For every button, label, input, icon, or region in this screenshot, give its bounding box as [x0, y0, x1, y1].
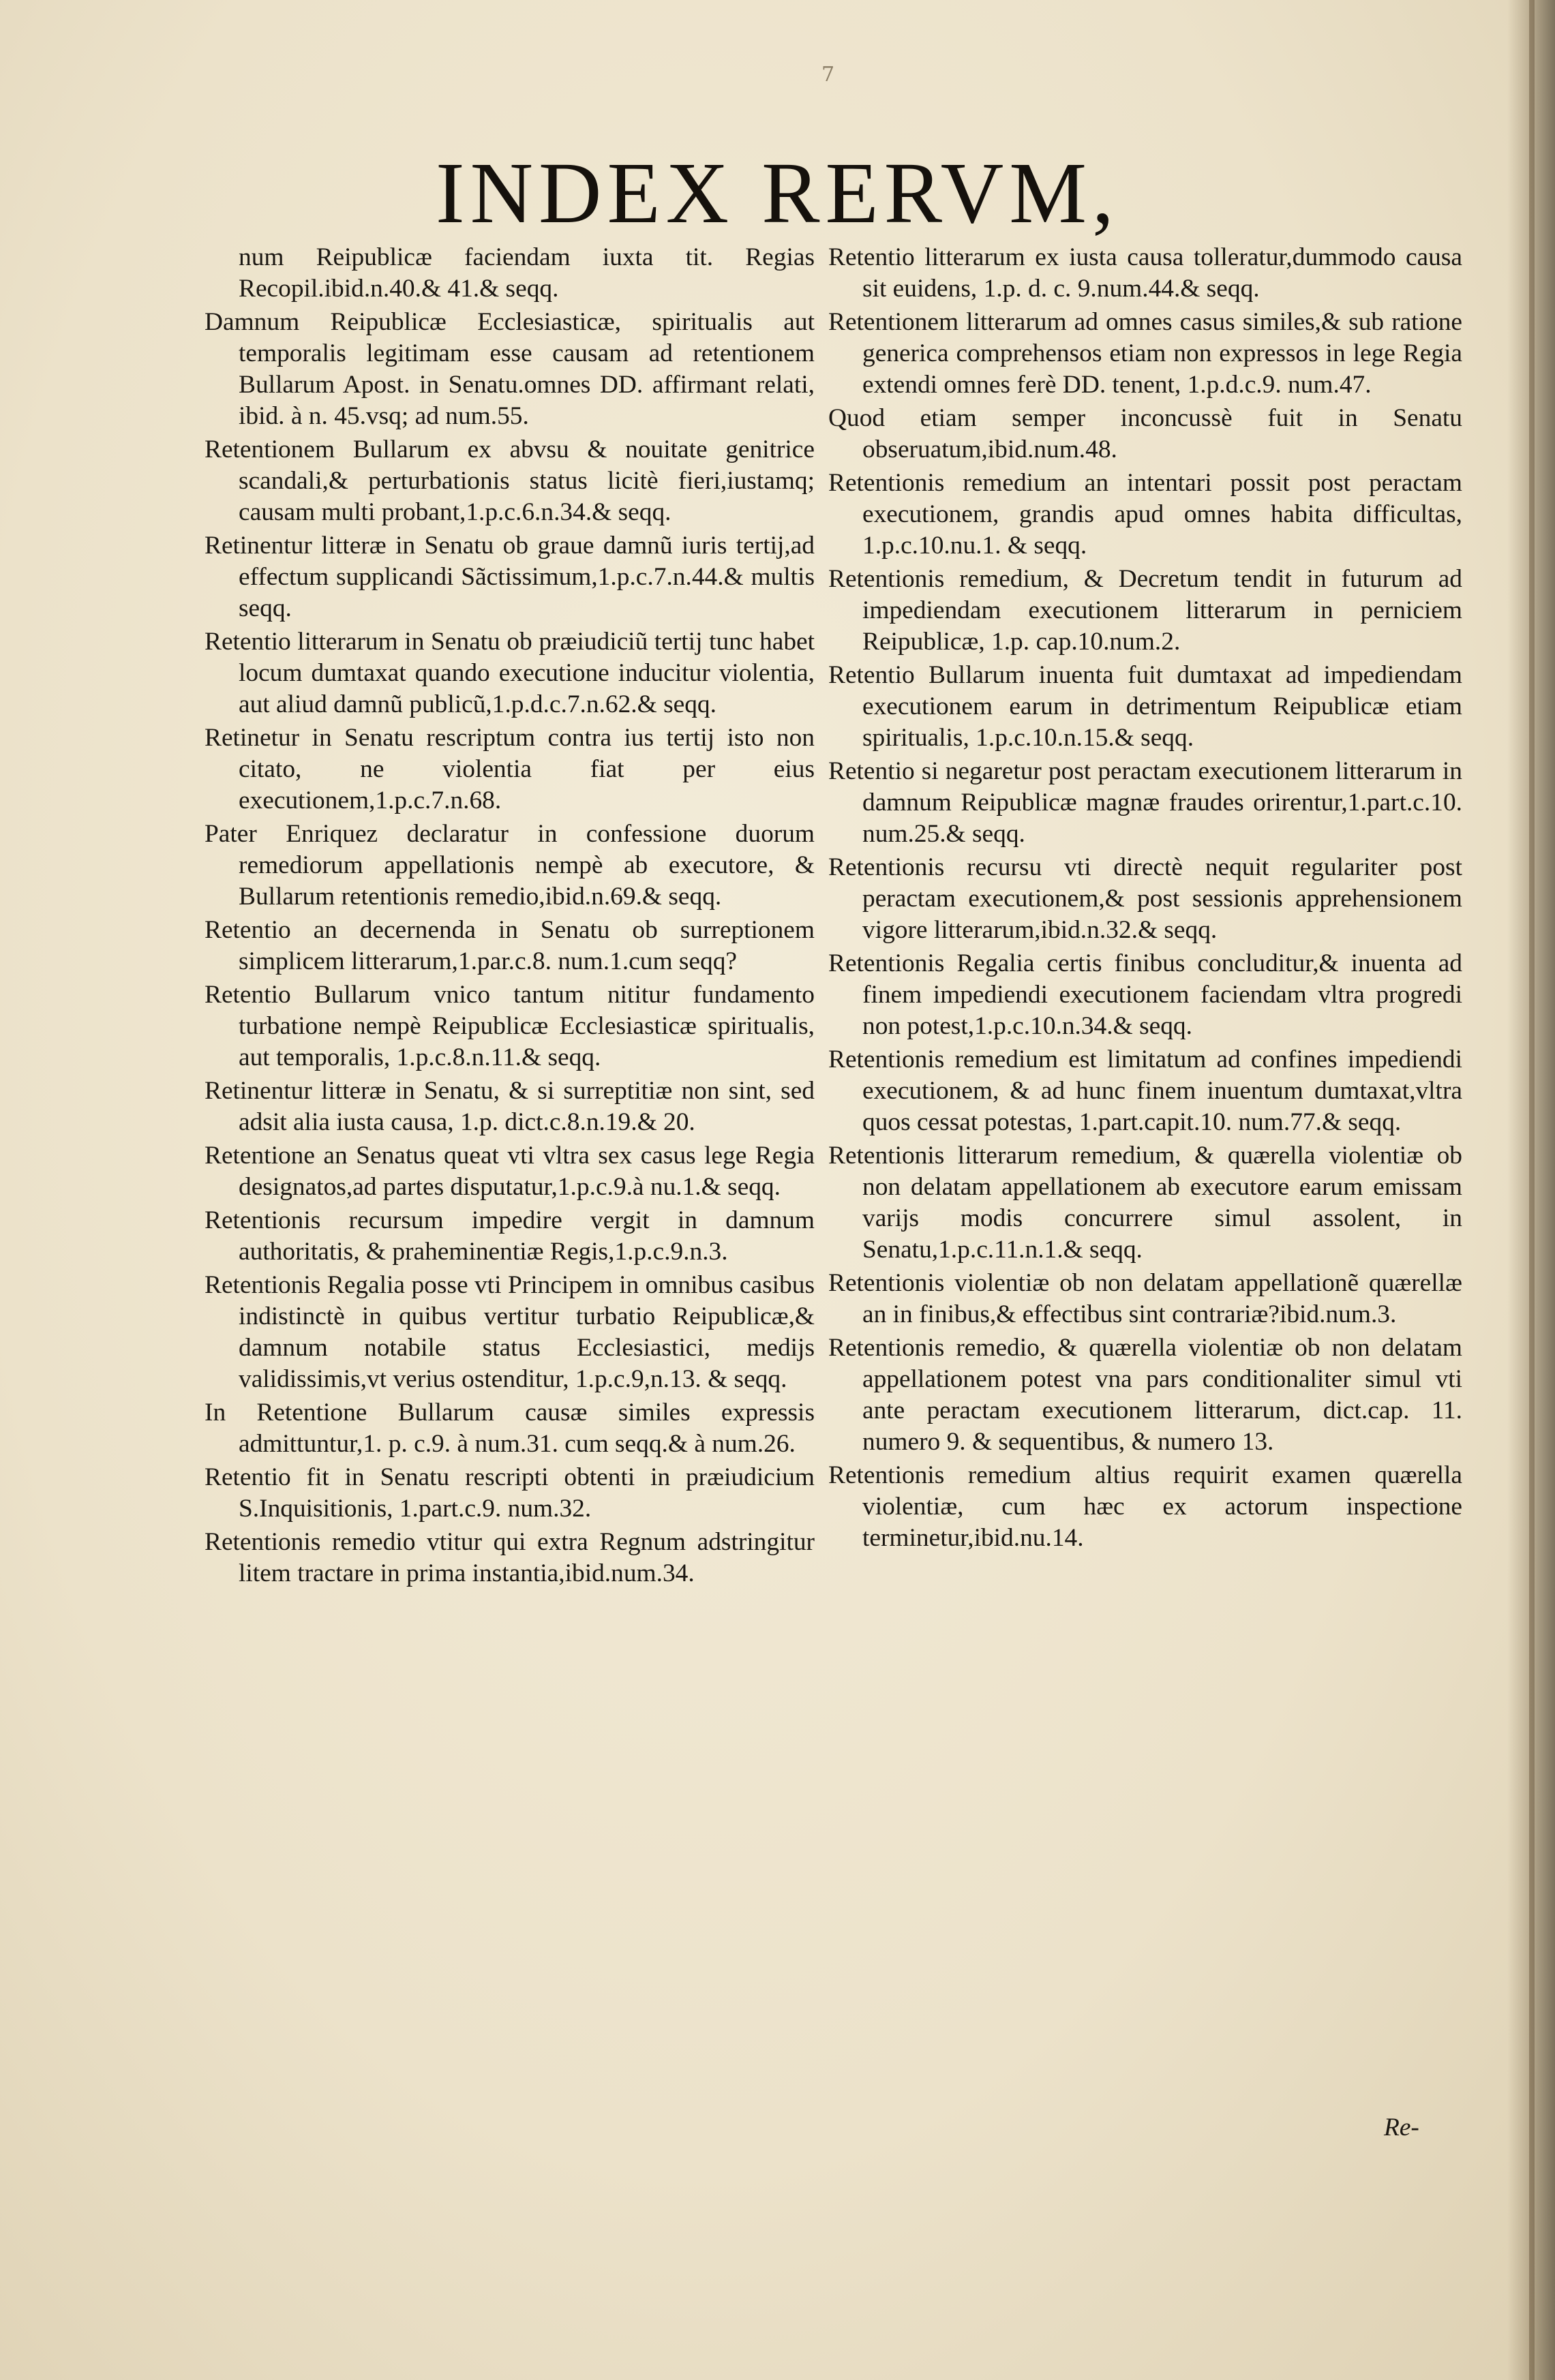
index-column-right [828, 242, 1462, 1556]
index-entry: Retentionis remedio, & quærella violentiæ ob non delatam appellationem potest vna pars conditionaliter simul vti ante peractam executionem litterarum, dict.cap. 11. numero 9. & sequentibus, & numero 13. [828, 1334, 1462, 1456]
index-entry: Pater Enriquez declaratur in confessione duorum remediorum appellationis nempè ab executore, & Bullarum retentionis remedio,ibid.n.69.& seqq. [205, 820, 815, 911]
index-entry: Retentionis violentiæ ob non delatam appellationẽ quærellæ an in finibus,& effectibus sint contrariæ?ibid.num.3. [828, 1269, 1462, 1328]
index-entry: Retentionem Bullarum ex abvsu & nouitate genitrice scandali,& perturbationis status licitè fieri,iustamq; causam multi probant,1.p.c.6.n.34.& seqq. [205, 436, 815, 526]
running-heading: INDEX RERVM, [435, 144, 1120, 241]
index-entry: Retentio fit in Senatu rescripti obtenti in præiudicium S.Inquisitionis, 1.part.c.9. num.32. [205, 1463, 815, 1523]
index-entry: Retentio litterarum in Senatu ob præiudiciũ tertij tunc habet locum dumtaxat quando executione inducitur violentia, aut aliud damnũ publicũ,1.p.d.c.7.n.62.& seqq. [205, 628, 815, 718]
index-column-left [205, 242, 815, 1591]
index-entry: Retentionis litterarum remedium, & quærella violentiæ ob non delatam appellationem ab executore earum emissam varijs modis concurrere simul assolent, in Senatu,1.p.c.11.n.1.& seqq. [828, 1142, 1462, 1264]
index-entry: Retentionem litterarum ad omnes casus similes,& sub ratione generica comprehensos etiam non expressos in lege Regia extendi omnes ferè DD. tenent, 1.p.d.c.9. num.47. [828, 308, 1462, 399]
index-entry: Retentionis recursu vti directè nequit regulariter post peractam executionem,& post sessionis apprehensionem vigore litterarum,ibid.n.32.& seqq. [828, 853, 1462, 944]
index-entry: Retentionis Regalia posse vti Principem in omnibus casibus indistinctè in quibus vertitur turbatio Reipublicæ,& damnum notabile status Ecclesiastici, medijs validissimis,vt verius ostenditur, 1.p.c.9,n.13. & seqq. [205, 1271, 815, 1393]
index-entry: num Reipublicæ faciendam iuxta tit. Regias Recopil.ibid.n.40.& 41.& seqq. [239, 243, 815, 303]
index-entry: Retentione an Senatus queat vti vltra sex casus lege Regia designatos,ad partes disputatur,1.p.c.9.à nu.1.& seqq. [205, 1142, 815, 1201]
index-entry: Retentionis remedium altius requirit examen quærella violentiæ, cum hæc ex actorum inspectione terminetur,ibid.nu.14. [828, 1461, 1462, 1552]
page-mark: 7 [821, 63, 835, 87]
index-entry: Retentionis remedium est limitatum ad confines impediendi executionem, & ad hunc finem inuentum dumtaxat,vltra quos cessat potestas, 1.part.capit.10. num.77.& seqq. [828, 1046, 1462, 1136]
index-entry: Retentionis remedium an intentari possit post peractam executionem, grandis apud omnes habita difficultas, 1.p.c.10.nu.1. & seqq. [828, 469, 1462, 560]
binding-shadow [1507, 0, 1555, 2380]
index-entry: Retentio an decernenda in Senatu ob surreptionem simplicem litterarum,1.par.c.8. num.1.cum seqq? [205, 916, 815, 975]
index-entry: Quod etiam semper inconcussè fuit in Senatu obseruatum,ibid.num.48. [828, 404, 1462, 463]
index-entry: Retentionis remedio vtitur qui extra Regnum adstringitur litem tractare in prima instantia,ibid.num.34. [205, 1528, 815, 1587]
index-entry: Retentio Bullarum vnico tantum nititur fundamento turbatione nempè Reipublicæ Ecclesiasticæ spiritualis, aut temporalis, 1.p.c.8.n.11.& seqq. [205, 981, 815, 1071]
index-entry: Retentionis Regalia certis finibus concluditur,& inuenta ad finem impediendi executionem faciendam vltra progredi non potest,1.p.c.10.n.34.& seqq. [828, 949, 1462, 1040]
index-entry: Retinentur litteræ in Senatu, & si surreptitiæ non sint, sed adsit alia iusta causa, 1.p. dict.c.8.n.19.& 20. [205, 1077, 815, 1136]
index-entry: Retentionis remedium, & Decretum tendit in futurum ad impediendam executionem litterarum in perniciem Reipublicæ, 1.p. cap.10.num.2. [828, 565, 1462, 656]
index-entry: Retentio litterarum ex iusta causa tolleratur,dummodo causa sit euidens, 1.p. d. c. 9.num.44.& seqq. [828, 243, 1462, 303]
index-entry: Retentio Bullarum inuenta fuit dumtaxat ad impediendam executionem earum in detrimentum Reipublicæ etiam spiritualis, 1.p.c.10.n.15.& seqq. [828, 661, 1462, 752]
index-entry: Retinentur litteræ in Senatu ob graue damnũ iuris tertij,ad effectum supplicandi Sãctissimum,1.p.c.7.n.44.& multis seqq. [205, 532, 815, 622]
index-entry: In Retentione Bullarum causæ similes expressis admittuntur,1. p. c.9. à num.31. cum seqq.& à num.26. [205, 1399, 815, 1458]
index-entry: Damnum Reipublicæ Ecclesiasticæ, spiritualis aut temporalis legitimam esse causam ad retentionem Bullarum Apost. in Senatu.omnes DD. affirmant relati, ibid. à n. 45.vsq; ad num.55. [205, 308, 815, 430]
index-entry: Retentio si negaretur post peractam executionem litterarum in damnum Reipublicæ magnæ fraudes orirentur,1.part.c.10. num.25.& seqq. [828, 757, 1462, 848]
index-entry: Retentionis recursum impedire vergit in damnum authoritatis, & praheminentiæ Regis,1.p.c.9.n.3. [205, 1206, 815, 1266]
catchword: Re- [1384, 2114, 1419, 2141]
index-entry: Retinetur in Senatu rescriptum contra ius tertij isto non citato, ne violentia fiat per eius executionem,1.p.c.7.n.68. [205, 724, 815, 814]
